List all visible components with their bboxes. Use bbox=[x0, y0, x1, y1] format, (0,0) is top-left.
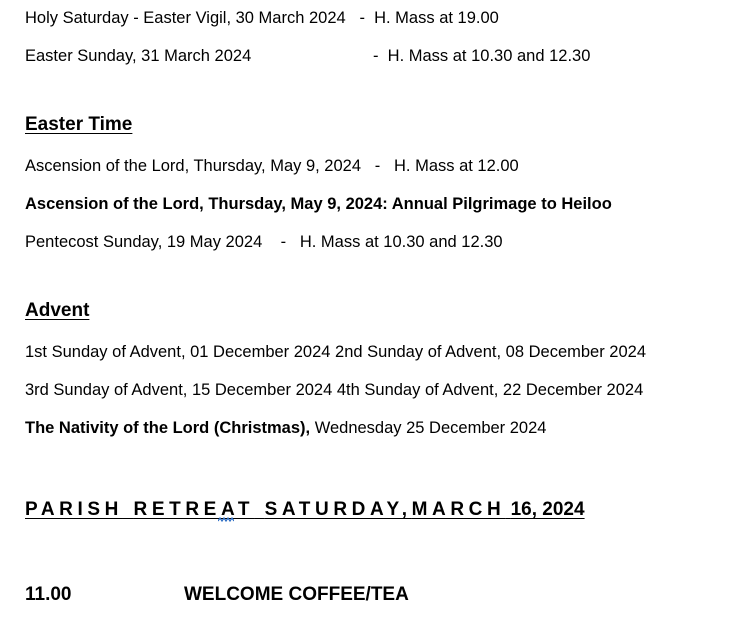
easter-time-heading: Easter Time bbox=[25, 114, 133, 135]
retreat-word-march: MARCH bbox=[411, 499, 506, 520]
retreat-word-saturday: SATURDAY, bbox=[264, 499, 412, 520]
schedule-activity: WELCOME COFFEE/TEA bbox=[184, 584, 409, 605]
spellcheck-squiggle bbox=[218, 517, 234, 523]
nativity-date: Wednesday 25 December 2024 bbox=[310, 419, 547, 437]
nativity-line bbox=[25, 418, 546, 438]
pentecost-line: Pentecost Sunday, 19 May 2024 - H. Mass at 10.30 and 12.30 bbox=[25, 233, 503, 251]
easter-vigil-line: Holy Saturday - Easter Vigil, 30 March 2024 - H. Mass at 19.00 bbox=[25, 9, 499, 27]
schedule-time: 11.00 bbox=[25, 584, 72, 605]
advent-line-2: 3rd Sunday of Advent, 15 December 2024 4th Sunday of Advent, 22 December 2024 bbox=[25, 381, 644, 399]
retreat-date: 16, 2024 bbox=[510, 499, 585, 520]
retreat-word-parish: PARISH bbox=[25, 499, 123, 520]
retreat-word-retreat: RETREAT bbox=[133, 499, 255, 520]
advent-heading: Advent bbox=[25, 300, 90, 321]
easter-sunday-label: Easter Sunday, 31 March 2024 bbox=[25, 47, 252, 65]
nativity-title: The Nativity of the Lord (Christmas), bbox=[25, 419, 311, 437]
ascension-pilgrimage-line: Ascension of the Lord, Thursday, May 9, 2024: Annual Pilgrimage to Heiloo bbox=[25, 195, 612, 213]
ascension-mass-line: Ascension of the Lord, Thursday, May 9, 2024 - H. Mass at 12.00 bbox=[25, 157, 519, 175]
easter-sunday-mass: - H. Mass at 10.30 and 12.30 bbox=[373, 47, 591, 65]
parish-retreat-heading bbox=[25, 500, 585, 520]
advent-line-1: 1st Sunday of Advent, 01 December 2024 2nd Sunday of Advent, 08 December 2024 bbox=[25, 343, 647, 361]
